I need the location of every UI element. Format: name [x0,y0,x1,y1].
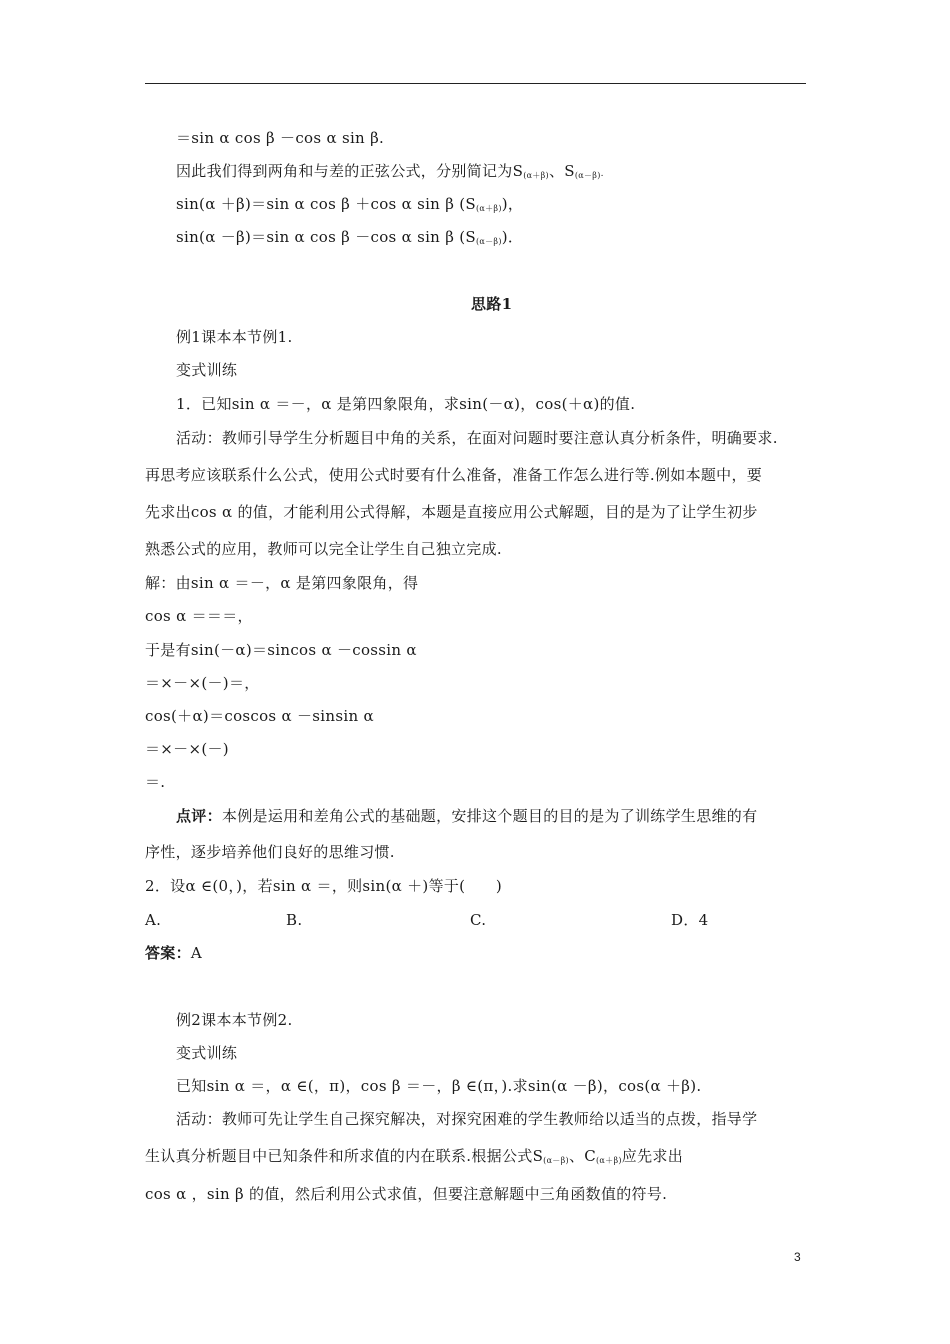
text-line: 生认真分析题目中已知条件和所求值的内在联系.根据公式$S_{(\alpha-\beta)}$、$C_{(\alpha+\beta)}$应先求出 [145,1147,683,1165]
option-c: C. [470,911,487,929]
option-b: B. [286,911,303,929]
option-d: D．4 [671,911,709,929]
answer-line: 答案：A [145,944,203,962]
header-rule [145,83,806,84]
text-line: 于是有sin(－α)＝sincos α －cossin α [145,641,417,659]
text-line: ＝. [145,773,166,791]
comment-label: 点评： [176,807,222,825]
text-line: 活动：教师引导学生分析题目中角的关系，在面对问题时要注意认真分析条件，明确要求. [176,429,778,447]
question-line: 2．设α ∈(0，)，若sin α ＝，则sin(α ＋)等于( ) [145,877,503,895]
text-line: cos α ＝＝＝， [145,607,253,625]
text-line: 活动：教师可先让学生自己探究解决，对探究困难的学生教师给以适当的点拨，指导学 [176,1110,758,1128]
text-line: 例1课本本节例1. [176,328,293,346]
option-a: A. [145,911,162,929]
text-line: ＝×－×(－) [145,740,229,758]
text-line: 变式训练 [176,1044,238,1062]
text-line: 序性，逐步培养他们良好的思维习惯. [145,843,395,861]
text-line: ＝×－×(－)＝， [145,674,260,692]
formula-sum: sin(α ＋β)＝sin α cos β ＋cos α sin β $(S_{(\alpha+\beta)})$， [176,195,524,213]
section-heading: 思路1 [471,295,513,313]
formula-diff: sin(α －β)＝sin α cos β －cos α sin β $(S_{(\alpha-\beta)})$． [176,228,524,246]
text-line: 已知sin α ＝，α ∈(，π)，cos β ＝－，β ∈(π，).求sin(α －β)，cos(α ＋β). [176,1077,702,1095]
text-line: cos α ，sin β 的值，然后利用公式求值，但要注意解题中三角函数值的符号. [145,1185,668,1203]
answer-label: 答案： [145,944,191,962]
text-line: 解：由sin α ＝－，α 是第四象限角，得 [145,574,419,592]
text-line: 先求出cos α 的值，才能利用公式得解，本题是直接应用公式解题，目的是为了让学生初步 [145,503,758,521]
comment-line: 点评：本例是运用和差角公式的基础题，安排这个题目的目的是为了训练学生思维的有 [176,807,758,825]
text-line: 变式训练 [176,361,238,379]
text-line: 因此我们得到两角和与差的正弦公式，分别简记为$S_{(\alpha+\beta)}$、$S_{(\alpha-\beta)}$. [176,162,604,180]
text-line: cos(＋α)＝coscos α －sinsin α [145,707,374,725]
text-line: 再思考应该联系什么公式，使用公式时要有什么准备，准备工作怎么进行等.例如本题中，要 [145,466,763,484]
text-line: ＝sin α cos β －cos α sin β. [176,129,385,147]
text-line: 1．已知sin α ＝－，α 是第四象限角，求sin(－α)，cos(＋α)的值. [176,395,636,413]
page-number: 3 [794,1250,801,1264]
text-line: 例2课本本节例2. [176,1011,293,1029]
text-line: 熟悉公式的应用，教师可以完全让学生自己独立完成. [145,540,502,558]
